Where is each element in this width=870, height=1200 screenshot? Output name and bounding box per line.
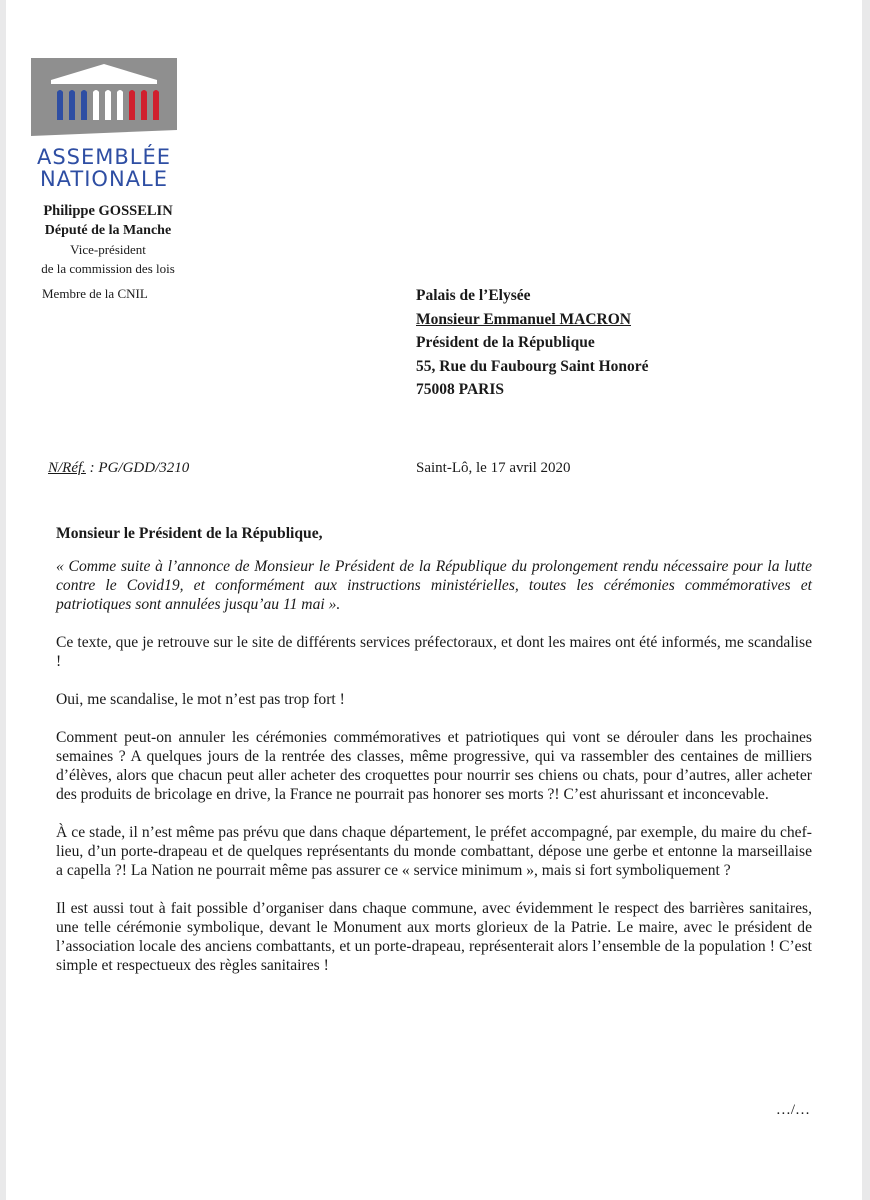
recipient-line-1: Palais de l’Elysée — [416, 287, 531, 304]
recipient-line-4: 55, Rue du Faubourg Saint Honoré — [416, 357, 649, 375]
assemblee-nationale-logo — [31, 58, 177, 190]
letter-date: Saint-Lô, le 17 avril 2020 — [416, 460, 571, 476]
paragraph-3: Comment peut-on annuler les cérémonies commémoratives et patriotiques qui vont se dérouler dans les prochaines semaines ? A quelques jours de la rentrée des classes, même progressive, qui va rassembler des centaines de milliers d’élèves, alors que chacun peut aller acheter des croquettes pour nourrir ses chiens ou chats, pour d’autres, aller acheter des produits de bricolage en drive, la France ne pourrait pas honorer ses morts ?! C’est ahurissant et inconcevable. — [56, 729, 812, 803]
paragraph-1: Ce texte, que je retrouve sur le site de différents services préfectoraux, et dont les maires ont été informés, me scandalise ! — [56, 634, 812, 670]
reference-value: : PG/GDD/3210 — [85, 460, 190, 476]
letter-body — [56, 524, 812, 994]
paragraph-2: Oui, me scandalise, le mot n’est pas trop fort ! — [56, 691, 345, 708]
sender-block — [18, 202, 198, 303]
continuation-mark: …/… — [775, 1102, 810, 1118]
sender-commission: de la commission des lois — [41, 261, 175, 276]
sender-vice: Vice-président — [70, 242, 146, 257]
salutation: Monsieur le Président de la République, — [56, 525, 323, 542]
reference-line — [48, 460, 189, 477]
sender-name: Philippe GOSSELIN — [43, 203, 173, 219]
paragraph-4: À ce stade, il n’est même pas prévu que dans chaque département, le préfet accompagné, par exemple, du maire du chef-lieu, d’un porte-drapeau et de quelques représentants du monde combattant, dépose une gerbe et entonne la marseillaise a capella ?! La Nation ne pourrait même pas assurer ce « service minimum », mais si fort symboliquement ? — [56, 824, 812, 879]
recipient-line-3: Président de la République — [416, 334, 595, 351]
quoted-text: « Comme suite à l’annonce de Monsieur le Président de la République du prolongement rendu nécessaire pour la lutte contre le Covid19, et conformément aux instructions ministérielles, toutes les cérémonies commémoratives et patriotiques sont annulées jusqu’au 11 mai ». — [56, 558, 812, 613]
sender-role: Député de la Manche — [44, 223, 172, 238]
logo-wordmark: ASSEMBLÉE NATIONALE — [36, 145, 172, 191]
sender-cnil: Membre de la CNIL — [42, 286, 148, 301]
recipient-line-2: Monsieur Emmanuel MACRON — [416, 310, 631, 328]
recipient-address — [416, 284, 649, 402]
paragraph-5: Il est aussi tout à fait possible d’organiser dans chaque commune, avec évidemment le respect des barrières sanitaires, une telle cérémonie symbolique, devant le Monument aux morts glorieux de la Patrie. Le maire, avec le président de l’association locale des anciens combattants, et un porte-drapeau, représenterait alors l’ensemble de la population ! C’est simple et respectueux des règles sanitaires ! — [56, 900, 812, 974]
recipient-line-5: 75008 PARIS — [416, 381, 504, 398]
reference-label: N/Réf. — [48, 460, 86, 476]
logo-emblem — [31, 58, 177, 142]
letter-page — [6, 0, 862, 1200]
palais-bourbon-icon — [31, 58, 177, 142]
